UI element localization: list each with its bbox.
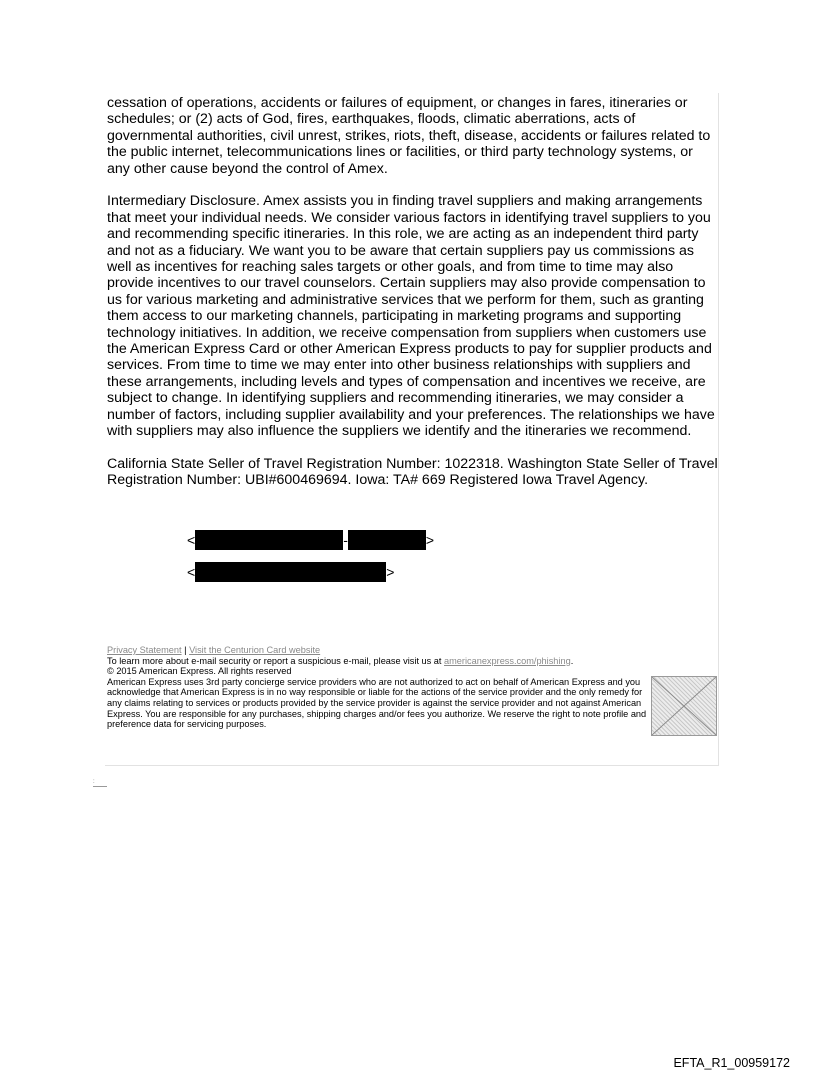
- open-bracket: <: [187, 532, 196, 548]
- close-bracket: >: [425, 532, 435, 548]
- terms-paragraph: cessation of operations, accidents or failures of equipment, or changes in fares, itineraries or schedules; or (2) acts of God, fires, earthquakes, floods, climatic aberrations, acts of governmental authorities, civil unrest, strikes, riots, theft, disease, accidents or failures related to the public internet, telecommunications lines or facilities, or third party technology systems, or any other cause beyond the control of Amex.: [107, 95, 711, 177]
- security-notice: [107, 656, 719, 667]
- legal-notice: American Express uses 3rd party concierge service providers who are not authorized to act on behalf of American Express and you acknowledge that American Express is in no way responsible or liable for the actions of the service provider and the only remedy for any claims relating to services or products provided by the service provider is against the service provider and not against American Express. You are responsible for any purchases, shipping charges and/or fees you authorize. We reserve the right to note profile and preference data for servicing purposes.: [107, 676, 647, 730]
- document-id: EFTA_R1_00959172: [673, 1056, 790, 1070]
- privacy-statement-link[interactable]: Privacy Statement: [107, 645, 182, 655]
- separator-dash: -: [343, 532, 348, 548]
- redacted-line-1: [187, 530, 434, 550]
- security-text: To learn more about e-mail security or report a suspicious e-mail, please visit us at: [107, 655, 442, 666]
- phishing-link[interactable]: americanexpress.com/phishing: [444, 655, 571, 666]
- centurion-card-link[interactable]: Visit the Centurion Card website: [189, 645, 321, 655]
- small-mark: :: [93, 780, 107, 787]
- security-period: .: [570, 655, 574, 666]
- copyright: © 2015 American Express. All rights reserved: [107, 666, 292, 677]
- redaction-bar: [195, 530, 343, 550]
- broken-image-icon: [651, 676, 717, 736]
- open-bracket: <: [187, 564, 196, 580]
- intermediary-disclosure-paragraph: Intermediary Disclosure. Amex assists you in finding travel suppliers and making arrangements that meet your individual needs. We consider various factors in identifying travel suppliers to you and recommending specific itineraries. In this role, we are acting as an independent third party and not as a fiduciary. We want you to be aware that certain suppliers pay us commissions as well as incentives for reaching sales targets or other goals, and from time to time may also provide incentives to our travel counselors. Certain suppliers may also provide compensation to us for various marketing and administrative services that we perform for them, such as granting them access to our marketing channels, participating in marketing programs and supporting technology initiatives. In addition, we receive compensation from suppliers when customers use the American Express Card or other American Express products to pay for supplier products and services. From time to time we may enter into other business relationships with suppliers and these arrangements, including levels and types of compensation and incentives we receive, are subject to change. In identifying suppliers and recommending itineraries, we may consider a number of factors, including supplier availability and your preferences. The relationships we have with suppliers may also influence the suppliers we identify and the itineraries we recommend.: [107, 193, 715, 440]
- redacted-line-2: [187, 562, 394, 582]
- email-body: [107, 95, 719, 505]
- footer-links: [107, 645, 719, 656]
- email-footer: [107, 645, 719, 730]
- link-separator: |: [184, 645, 187, 655]
- close-bracket: >: [386, 564, 395, 580]
- registration-paragraph: California State Seller of Travel Registration Number: 1022318. Washington State Seller of Travel Registration Number: UBI#600469694. Iowa: TA# 669 Registered Iowa Travel Agency.: [107, 455, 718, 489]
- redaction-bar: [195, 562, 386, 582]
- redaction-bar: [348, 530, 426, 550]
